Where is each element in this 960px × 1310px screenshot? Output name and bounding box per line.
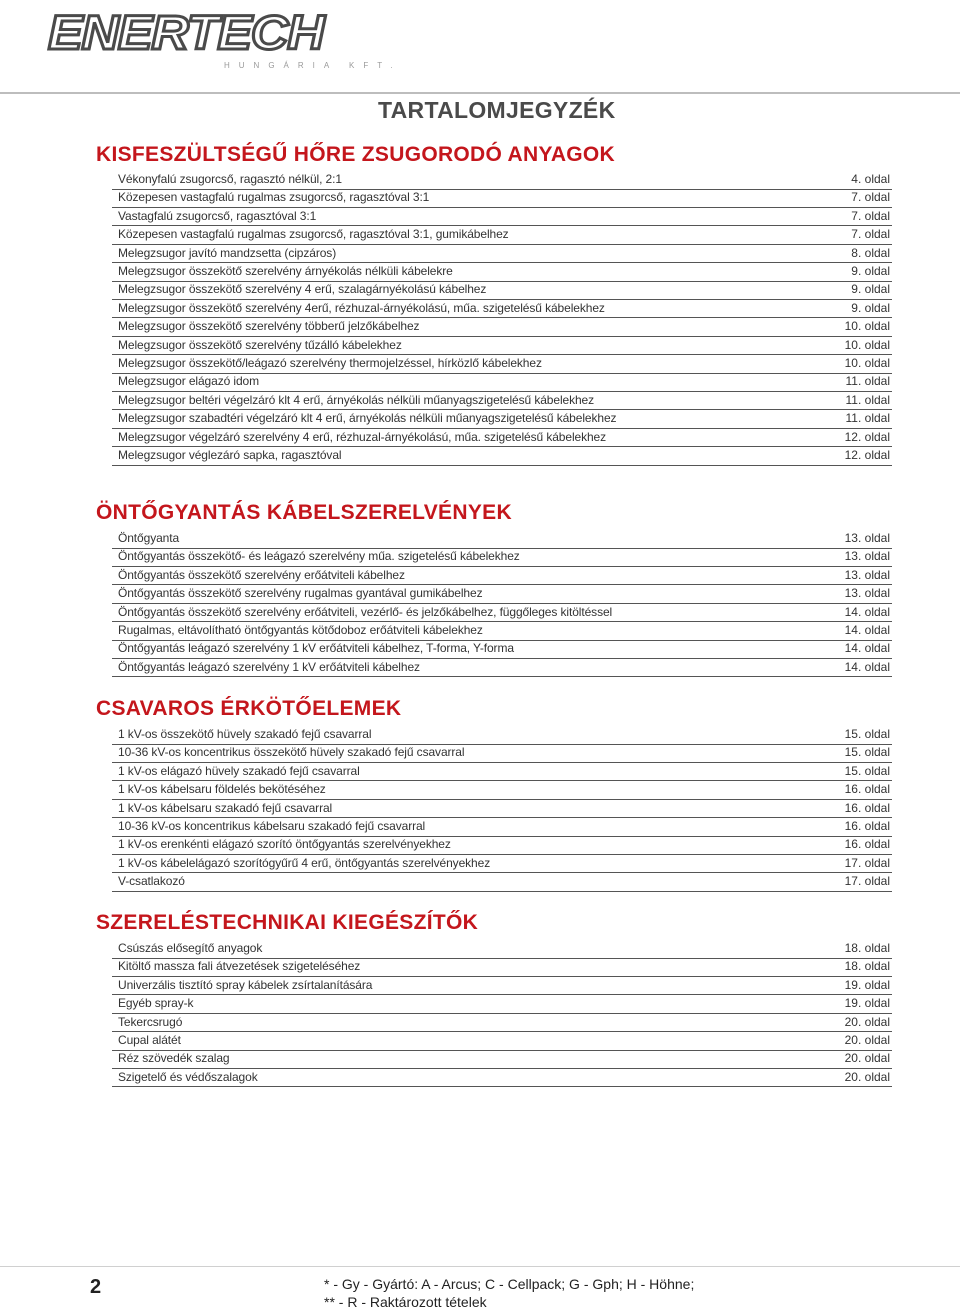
section-heading: KISFESZÜLTSÉGŰ HŐRE ZSUGORODÓ ANYAGOK <box>96 143 616 166</box>
toc-entry[interactable] <box>112 995 892 1014</box>
toc-entry[interactable] <box>112 855 892 874</box>
page-number: 2 <box>90 1276 102 1298</box>
toc-entry[interactable] <box>112 977 892 996</box>
toc-entry-label: 10-36 kV-os koncentrikus kábelsaru szakadó fejű csavarral <box>118 819 426 833</box>
toc-entry-page: 9. oldal <box>851 282 890 297</box>
toc-entry-page: 13. oldal <box>844 531 890 545</box>
toc-entry-label: Melegzsugor összekötő szerelvény árnyékolás nélküli kábelekre <box>118 264 453 278</box>
toc-entry-label: 1 kV-os összekötő hüvely szakadó fejű csavarral <box>118 727 372 741</box>
toc-entry-label: Öntőgyanta <box>118 531 180 545</box>
toc-entry[interactable] <box>112 1050 892 1069</box>
toc-entry-label: Melegzsugor beltéri végelzáró klt 4 erű, árnyékolás nélküli műanyagszigetelésű kábelekhez <box>118 392 595 407</box>
toc-entry-label: Szigetelő és védőszalagok <box>118 1069 258 1084</box>
toc-entry-label: V-csatlakozó <box>118 874 185 889</box>
toc-entry-label: Melegzsugor összekötő szerelvény többerű jelzőkábelhez <box>118 319 420 334</box>
toc-entry-page: 10. oldal <box>844 319 890 334</box>
toc-entry[interactable] <box>112 447 892 466</box>
toc-entry-page: 20. oldal <box>844 1014 890 1029</box>
toc-entry-page: 20. oldal <box>844 1051 890 1066</box>
toc-entry-page: 17. oldal <box>844 874 890 889</box>
toc-entry[interactable] <box>112 189 892 208</box>
section-heading: CSAVAROS ÉRKÖTŐELEMEK <box>96 697 402 720</box>
toc-entry-page: 16. oldal <box>844 800 890 815</box>
toc-entry[interactable] <box>112 171 892 190</box>
toc-entry-page: 18. oldal <box>844 959 890 974</box>
toc-entry-underline <box>112 465 892 466</box>
toc-entry-page: 11. oldal <box>845 374 890 389</box>
toc-entry-page: 15. oldal <box>844 727 890 741</box>
toc-entry-label: Közepesen vastagfalú rugalmas zsugorcső, ragasztóval 3:1 <box>118 190 430 205</box>
toc-entry-label: Melegzsugor összekötő szerelvény 4 erű, szalagárnyékolású kábelhez <box>118 282 487 297</box>
toc-entry-label: Közepesen vastagfalú rugalmas zsugorcső, ragasztóval 3:1, gumikábelhez <box>118 227 509 242</box>
toc-entry-label: Melegzsugor végelzáró szerelvény 4 erű, rézhuzal-árnyékolású, műa. szigetelésű kábelekhez <box>118 429 607 444</box>
toc-entry[interactable] <box>112 226 892 245</box>
toc-entry-page: 10. oldal <box>844 356 890 370</box>
toc-entry-label: Öntőgyantás összekötő- és leágazó szerelvény műa. szigetelésű kábelekhez <box>118 549 520 564</box>
toc-entry-label: Kitöltő massza fali átvezetések szigeteléséhez <box>118 959 361 974</box>
toc-entry-label: Univerzális tisztító spray kábelek zsírtalanítására <box>118 977 373 992</box>
toc-entry-page: 12. oldal <box>844 429 890 444</box>
section-heading: ÖNTŐGYANTÁS KÁBELSZERELVÉNYEK <box>96 501 512 524</box>
toc-entry[interactable] <box>112 567 892 586</box>
toc-entry-underline <box>112 1086 892 1087</box>
toc-entry-page: 13. oldal <box>844 549 890 564</box>
toc-entry[interactable] <box>112 622 892 641</box>
toc-entry-label: 1 kV-os kábelsaru földelés bekötéséhez <box>118 782 326 797</box>
toc-entry[interactable] <box>112 318 892 337</box>
toc-entry-underline <box>112 891 892 892</box>
toc-entry[interactable] <box>112 640 892 659</box>
toc-entry-label: Melegzsugor szabadtéri végelzáró klt 4 erű, árnyékolás nélküli műanyagszigetelésű kábelekhez <box>118 411 617 426</box>
toc-entry-label: Öntőgyantás leágazó szerelvény 1 kV erőátviteli kábelhez, T-forma, Y-forma <box>118 641 514 656</box>
toc-entry[interactable] <box>112 836 892 855</box>
toc-entry-label: 10-36 kV-os koncentrikus összekötő hüvely szakadó fejű csavarral <box>118 745 465 760</box>
toc-entry-label: Öntőgyantás összekötő szerelvény erőátviteli kábelhez <box>118 567 405 582</box>
toc-entry-label: Melegzsugor összekötő szerelvény 4erű, rézhuzal-árnyékolású, műa. szigetelésű kábelekhez <box>118 300 605 315</box>
toc-entry[interactable] <box>112 355 892 374</box>
toc-entry-label: Csúszás elősegítő anyagok <box>118 941 263 955</box>
toc-entry-page: 9. oldal <box>851 300 890 315</box>
toc-entry[interactable] <box>112 530 892 549</box>
toc-entry-page: 19. oldal <box>844 977 890 992</box>
toc-entry-page: 11. oldal <box>845 392 890 407</box>
toc-entry-page: 7. oldal <box>851 190 890 205</box>
section-heading: SZERELÉSTECHNIKAI KIEGÉSZÍTŐK <box>96 911 479 934</box>
toc-entry-page: 16. oldal <box>844 782 890 797</box>
toc-entry-label: Tekercsrugó <box>118 1014 183 1029</box>
toc-entry-page: 14. oldal <box>844 641 890 656</box>
footer-note-manufacturers: * - Gy - Gyártó: A - Arcus; C - Cellpack; G - Gph; H - Höhne; <box>324 1276 695 1292</box>
toc-entry-label: Öntőgyantás összekötő szerelvény rugalmas gyantával gumikábelhez <box>118 586 483 601</box>
toc-entry-page: 7. oldal <box>851 208 890 223</box>
toc-entry[interactable] <box>112 940 892 959</box>
toc-entry[interactable] <box>112 429 892 448</box>
toc-entry-page: 14. oldal <box>844 659 890 674</box>
toc-entry-page: 9. oldal <box>851 264 890 278</box>
footer-divider <box>0 1266 960 1267</box>
toc-entry[interactable] <box>112 392 892 411</box>
toc-entry-page: 11. oldal <box>845 411 890 426</box>
toc-entry-label: Vastagfalú zsugorcső, ragasztóval 3:1 <box>118 208 317 223</box>
toc-entry-label: Melegzsugor elágazó idom <box>118 374 260 389</box>
toc-entry[interactable] <box>112 208 892 227</box>
toc-entry[interactable] <box>112 263 892 282</box>
toc-entry[interactable] <box>112 781 892 800</box>
toc-entry-page: 10. oldal <box>844 337 890 352</box>
toc-entry-underline <box>112 676 892 677</box>
toc-entry[interactable] <box>112 818 892 837</box>
toc-entry-page: 18. oldal <box>844 941 890 955</box>
toc-entry[interactable] <box>112 300 892 319</box>
toc-entry[interactable] <box>112 245 892 264</box>
toc-entry-page: 14. oldal <box>844 604 890 619</box>
toc-entry[interactable] <box>112 763 892 782</box>
toc-entry-page: 4. oldal <box>851 172 890 186</box>
toc-entry-page: 17. oldal <box>844 855 890 870</box>
toc-entry[interactable] <box>112 726 892 745</box>
logo-wordmark: ENERTECH <box>48 7 324 60</box>
toc-entry-label: 1 kV-os kábelsaru szakadó fejű csavarral <box>118 800 333 815</box>
toc-entry-label: Egyéb spray-k <box>118 996 194 1011</box>
toc-entry-label: Melegzsugor összekötő/leágazó szerelvény thermojelzéssel, hírközlő kábelekhez <box>118 356 542 370</box>
toc-entry-page: 20. oldal <box>844 1069 890 1084</box>
toc-entry[interactable] <box>112 410 892 429</box>
logo-subtitle: HUNGÁRIA KFT. <box>224 61 402 70</box>
toc-entry-label: 1 kV-os elágazó hüvely szakadó fejű csavarral <box>118 763 360 778</box>
toc-entry[interactable] <box>112 548 892 567</box>
toc-entry[interactable] <box>112 373 892 392</box>
toc-entry-page: 20. oldal <box>844 1033 890 1047</box>
toc-entry-label: 1 kV-os kábelelágazó szorítógyűrű 4 erű, öntőgyantás szerelvényekhez <box>118 855 491 870</box>
toc-entry[interactable] <box>112 659 892 678</box>
toc-entry-page: 8. oldal <box>851 245 890 260</box>
toc-entry[interactable] <box>112 281 892 300</box>
toc-entry[interactable] <box>112 1032 892 1051</box>
toc-entry[interactable] <box>112 337 892 356</box>
toc-entry-page: 16. oldal <box>844 819 890 833</box>
toc-entry-page: 12. oldal <box>844 448 890 462</box>
toc-entry-label: Öntőgyantás leágazó szerelvény 1 kV erőátviteli kábelhez <box>118 659 420 674</box>
toc-entry-page: 13. oldal <box>844 586 890 601</box>
toc-entry-page: 7. oldal <box>851 227 890 242</box>
toc-entry[interactable] <box>112 1014 892 1033</box>
toc-entry[interactable] <box>112 585 892 604</box>
page-title: TARTALOMJEGYZÉK <box>378 97 616 123</box>
company-logo <box>44 6 402 70</box>
toc-entry[interactable] <box>112 604 892 623</box>
toc-entry[interactable] <box>112 873 892 892</box>
toc-entry-label: Vékonyfalú zsugorcső, ragasztó nélkül, 2:1 <box>118 172 342 186</box>
toc-entry-page: 15. oldal <box>844 745 890 760</box>
toc-entry-label: Melegzsugor összekötő szerelvény tűzálló kábelekhez <box>118 337 402 352</box>
toc-entry[interactable] <box>112 1069 892 1088</box>
page-header <box>0 0 960 96</box>
toc-entry[interactable] <box>112 800 892 819</box>
toc-entry-label: Öntőgyantás összekötő szerelvény erőátviteli, vezérlő- és jelzőkábelhez, függőleges kitöltéssel <box>118 604 613 619</box>
toc-entry-label: Réz szövedék szalag <box>118 1051 230 1066</box>
toc-entry-label: Cupal alátét <box>118 1033 181 1047</box>
toc-entry-label: Melegzsugor véglezáró sapka, ragasztóval <box>118 448 342 462</box>
toc-entry-page: 15. oldal <box>844 763 890 778</box>
toc-entry-page: 13. oldal <box>844 567 890 582</box>
header-divider <box>0 92 960 94</box>
toc-entry[interactable] <box>112 958 892 977</box>
toc-entry-label: 1 kV-os erenkénti elágazó szorító öntőgyantás szerelvényekhez <box>118 837 451 852</box>
toc-entry-page: 16. oldal <box>844 837 890 852</box>
toc-entry-label: Rugalmas, eltávolítható öntőgyantás kötődoboz erőátviteli kábelekhez <box>118 623 483 637</box>
toc-entry[interactable] <box>112 744 892 763</box>
toc-entry-label: Melegzsugor javító mandzsetta (cipzáros) <box>118 245 337 260</box>
toc-entry-page: 14. oldal <box>844 623 890 637</box>
footer-note-stock: ** - R - Raktározott tételek <box>324 1294 487 1310</box>
toc-entry-page: 19. oldal <box>844 996 890 1011</box>
